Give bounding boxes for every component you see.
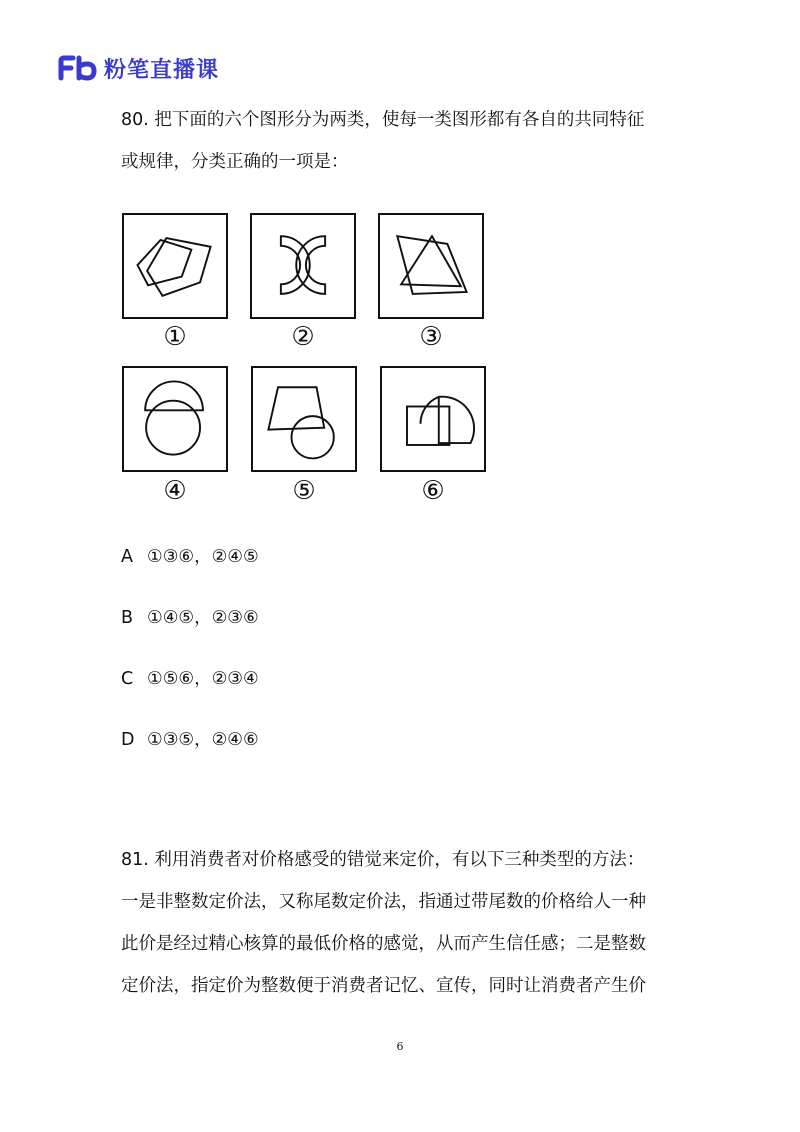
option-b-letter: B: [121, 608, 134, 628]
figure-5: [251, 366, 357, 472]
brand-name: 粉笔直播课: [104, 57, 220, 83]
option-a[interactable]: [121, 547, 259, 567]
figure-1-label: ①: [163, 322, 187, 352]
option-b-text: ①④⑤，②③⑥: [147, 608, 259, 628]
option-c-letter: C: [121, 669, 134, 689]
q81-stem-line4: 定价法，指定价为整数便于消费者记忆、宣传，同时让消费者产生价: [121, 976, 646, 996]
page-number: 6: [396, 1040, 404, 1053]
q80-stem-line2: 或规律，分类正确的一项是：: [121, 152, 349, 172]
fb-logo-icon: [58, 55, 98, 81]
figure-3-label: ③: [419, 322, 443, 352]
figure-4-label: ④: [163, 476, 187, 506]
figure-6-label: ⑥: [421, 476, 445, 506]
square-quarter-circle-figure: [382, 368, 484, 470]
q80-stem-line1: 80. 把下面的六个图形分为两类，使每一类图形都有各自的共同特征: [121, 110, 645, 130]
option-b[interactable]: [121, 608, 259, 628]
trapezoid-circle-figure: [253, 368, 355, 470]
q81-stem-line2: 一是非整数定价法，又称尾数定价法，指通过带尾数的价格给人一种: [121, 892, 646, 912]
figure-2: [250, 213, 356, 319]
option-d-letter: D: [121, 730, 135, 750]
figure-4: [122, 366, 228, 472]
q81-stem-line3: 此价是经过精心核算的最低价格的感觉，从而产生信任感；二是整数: [121, 934, 646, 954]
figure-2-label: ②: [291, 322, 315, 352]
brand-logo: [58, 54, 219, 82]
semicircle-circle-figure: [124, 368, 226, 470]
figure-3: [378, 213, 484, 319]
overlapping-polygons-figure: [124, 215, 226, 317]
figure-6: [380, 366, 486, 472]
option-a-letter: A: [121, 547, 133, 567]
figure-5-label: ⑤: [292, 476, 316, 506]
option-c-text: ①⑤⑥，②③④: [147, 669, 259, 689]
q81-stem-line1: 81. 利用消费者对价格感受的错觉来定价，有以下三种类型的方法：: [121, 850, 645, 870]
option-d-text: ①③⑤，②④⑥: [147, 730, 259, 750]
option-c[interactable]: [121, 669, 259, 689]
option-d[interactable]: [121, 730, 259, 750]
option-a-text: ①③⑥，②④⑤: [147, 547, 259, 567]
figure-1: [122, 213, 228, 319]
facing-arcs-figure: [252, 215, 354, 317]
triangle-quadrilateral-figure: [380, 215, 482, 317]
